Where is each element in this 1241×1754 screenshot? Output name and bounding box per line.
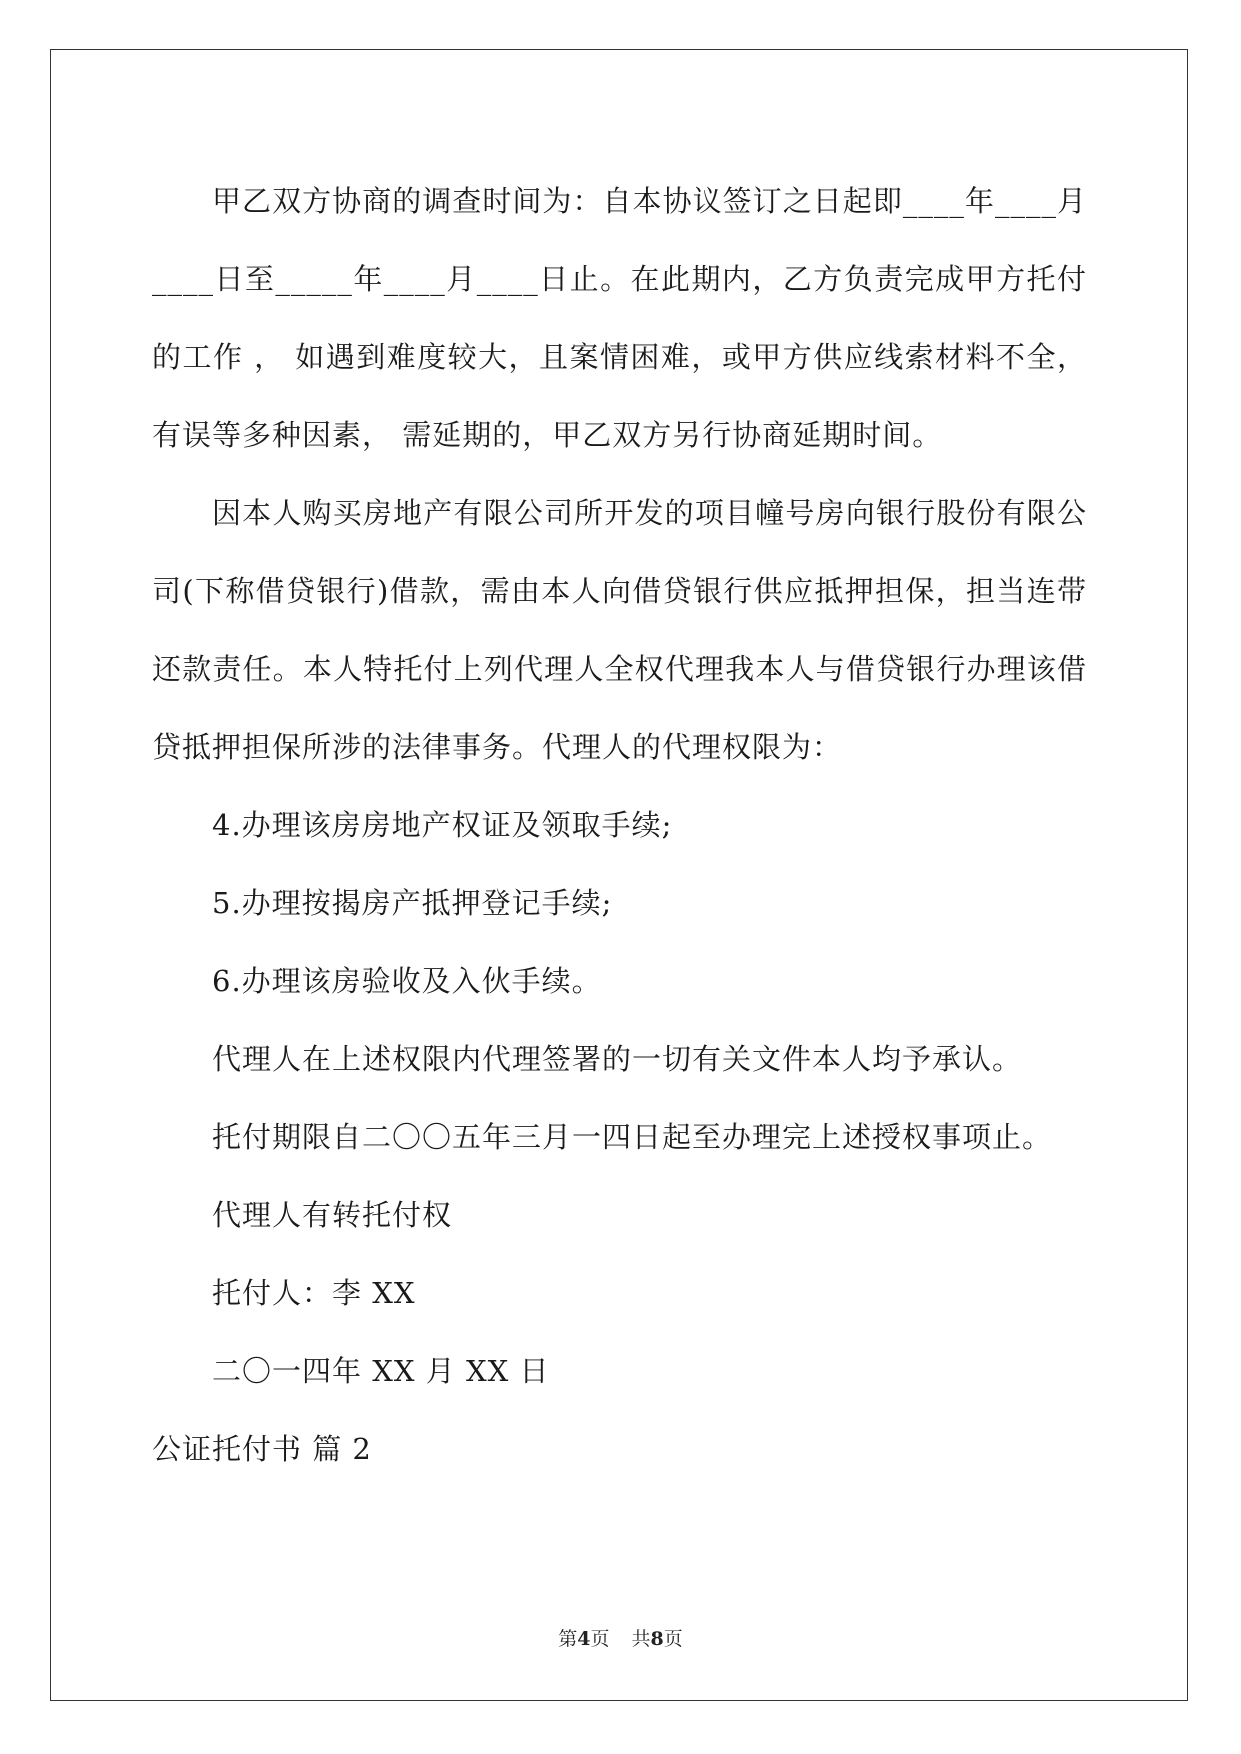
signature-principal: 托付人：李 XX bbox=[212, 1276, 416, 1310]
footer-page-suffix: 页 bbox=[590, 1628, 610, 1650]
section-heading: 公证托付书 篇 2 bbox=[152, 1432, 372, 1466]
list-item-5: 5.办理按揭房产抵押登记手续; bbox=[212, 886, 613, 920]
signature-date: 二〇一四年 XX 月 XX 日 bbox=[212, 1354, 550, 1388]
page-footer bbox=[0, 1624, 1241, 1651]
footer-page-number: 4 bbox=[577, 1628, 591, 1650]
footer-total-suffix: 页 bbox=[663, 1628, 683, 1650]
paragraph-loan-mortgage: 因本人购买房地产有限公司所开发的项目幢号房向银行股份有限公司(下称借贷银行)借款，需由本人向借贷银行供应抵押担保，担当连带还款责任。本人特托付上列代理人全权代理我本人与借贷银行办理该借贷抵押担保所涉的法律事务。代理人的代理权限为： bbox=[152, 496, 1087, 764]
paragraph-sub-delegation: 代理人有转托付权 bbox=[212, 1198, 453, 1232]
list-item-4: 4.办理该房房地产权证及领取手续; bbox=[212, 808, 673, 842]
document-body bbox=[152, 162, 1087, 1488]
paragraph-acknowledgement: 代理人在上述权限内代理签署的一切有关文件本人均予承认。 bbox=[212, 1042, 1023, 1076]
paragraph-entrust-period: 托付期限自二〇〇五年三月一四日起至办理完上述授权事项止。 bbox=[212, 1120, 1053, 1154]
list-item-6: 6.办理该房验收及入伙手续。 bbox=[212, 964, 602, 998]
footer-total-prefix: 共 bbox=[631, 1628, 651, 1650]
footer-total-pages: 8 bbox=[650, 1628, 664, 1650]
paragraph-investigation-period: 甲乙双方协商的调查时间为：自本协议签订之日起即____年____月____日至_____年____月____日止。在此期内，乙方负责完成甲方托付的工作 ， 如遇到难度较大，且案情困难，或甲方供应线索材料不全，有误等多种因素， 需延期的，甲乙双方另行协商延期时间。 bbox=[152, 184, 1087, 452]
footer-prefix: 第 bbox=[558, 1628, 578, 1650]
